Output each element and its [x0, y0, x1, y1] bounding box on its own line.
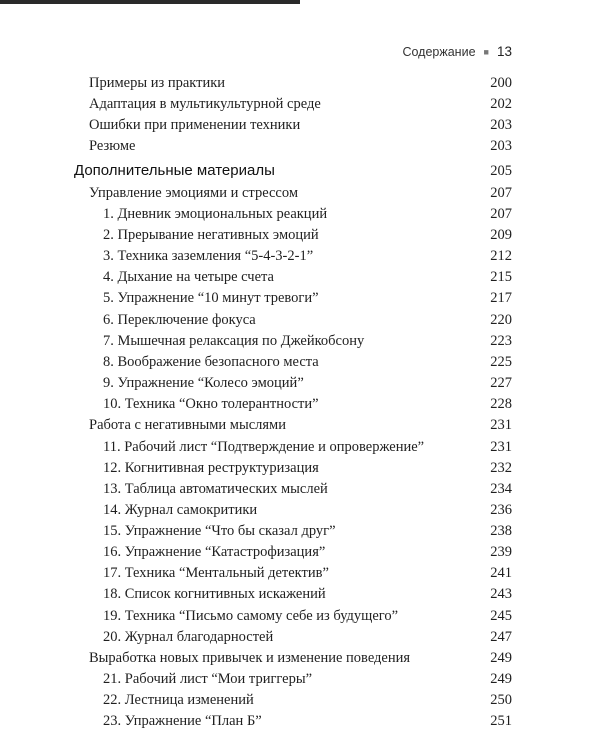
toc-entry-title: 18. Список когнитивных искажений	[103, 586, 326, 602]
toc-entry-title: 17. Техника “Ментальный детектив”	[103, 565, 329, 581]
toc-entry	[0, 668, 600, 690]
toc-entry-page: 245	[490, 608, 512, 624]
toc-entry-title: 12. Когнитивная реструктуризация	[103, 460, 319, 476]
toc-entry-page: 231	[490, 439, 512, 455]
toc-entry	[0, 330, 600, 352]
toc-entry-page: 239	[490, 544, 512, 560]
toc-entry-title: 9. Упражнение “Колесо эмоций”	[103, 375, 304, 391]
toc-entry-title: 10. Техника “Окно толерантности”	[103, 396, 319, 412]
toc-entry-title: 5. Упражнение “10 минут тревоги”	[103, 290, 319, 306]
toc-entry-title: 2. Прерывание негативных эмоций	[103, 227, 319, 243]
toc-entry-page: 251	[490, 713, 512, 729]
toc-entry-page: 202	[490, 96, 512, 112]
toc-entry	[0, 689, 600, 711]
toc-entry	[0, 436, 600, 458]
toc-entry	[0, 93, 600, 115]
toc-entry-page: 249	[490, 671, 512, 687]
toc-entry-page: 205	[490, 163, 512, 179]
toc-entry	[0, 478, 600, 500]
toc-entry	[0, 605, 600, 627]
toc-entry-title: 23. Упражнение “План Б”	[103, 713, 262, 729]
toc-entry-page: 243	[490, 586, 512, 602]
toc-entry	[0, 72, 600, 94]
header-section-title: Содержание	[402, 45, 476, 59]
toc-entry-page: 249	[490, 650, 512, 666]
toc-entry	[0, 457, 600, 479]
toc-entry-title: 6. Переключение фокуса	[103, 312, 256, 328]
toc-entry-page: 207	[490, 206, 512, 222]
toc-entry-title: 4. Дыхание на четыре счета	[103, 269, 274, 285]
toc-entry-page: 209	[490, 227, 512, 243]
toc-entry	[0, 266, 600, 288]
toc-entry-page: 231	[490, 417, 512, 433]
toc-entry-page: 225	[490, 354, 512, 370]
toc-entry-page: 203	[490, 117, 512, 133]
toc-entry-page: 212	[490, 248, 512, 264]
toc-entry-title: 1. Дневник эмоциональных реакций	[103, 206, 328, 222]
toc-entry-title: 3. Техника заземления “5-4-3-2-1”	[103, 248, 314, 264]
toc-entry	[0, 562, 600, 584]
toc-entry	[0, 182, 600, 204]
header-separator-icon: ■	[483, 47, 489, 57]
toc-entry-page: 228	[490, 396, 512, 412]
toc-entry-title: Ошибки при применении техники	[89, 117, 301, 133]
toc-entry-page: 203	[490, 138, 512, 154]
toc-entry-title: 11. Рабочий лист “Подтверждение и опровержение”	[103, 439, 425, 455]
toc-entry-page: 227	[490, 375, 512, 391]
toc-entry	[0, 520, 600, 542]
toc-entry-page: 238	[490, 523, 512, 539]
toc-entry-title: Управление эмоциями и стрессом	[89, 185, 299, 201]
toc-entry-page: 200	[490, 75, 512, 91]
toc-entry	[0, 309, 600, 331]
toc-entry-page: 223	[490, 333, 512, 349]
toc-entry	[0, 647, 600, 669]
toc-entry	[0, 372, 600, 394]
toc-entry	[0, 393, 600, 415]
toc-entry-title: 13. Таблица автоматических мыслей	[103, 481, 328, 497]
toc-entry-page: 215	[490, 269, 512, 285]
toc-entry	[0, 499, 600, 521]
toc-entry	[0, 583, 600, 605]
toc-entry	[0, 160, 600, 182]
toc-entry-title: Дополнительные материалы	[74, 162, 275, 179]
toc-entry	[0, 203, 600, 225]
toc-entry-title: 22. Лестница изменений	[103, 692, 254, 708]
toc-entry	[0, 114, 600, 136]
toc-entry	[0, 224, 600, 246]
toc-entry-title: Резюме	[89, 138, 136, 154]
page-number: 13	[496, 44, 512, 59]
toc-entry-title: 19. Техника “Письмо самому себе из будущего”	[103, 608, 399, 624]
toc-entry-page: 236	[490, 502, 512, 518]
toc-entry-title: 8. Воображение безопасного места	[103, 354, 319, 370]
toc-entry-page: 247	[490, 629, 512, 645]
toc-entry-page: 217	[490, 290, 512, 306]
toc-entry-title: Адаптация в мультикультурной среде	[89, 96, 321, 112]
toc-entry-title: 20. Журнал благодарностей	[103, 629, 274, 645]
toc-entry	[0, 710, 600, 732]
toc-entry-title: Примеры из практики	[89, 75, 226, 91]
toc-entry	[0, 245, 600, 267]
toc-entry	[0, 287, 600, 309]
toc-entry-page: 220	[490, 312, 512, 328]
toc-entry-title: 21. Рабочий лист “Мои триггеры”	[103, 671, 313, 687]
toc-entry-title: 14. Журнал самокритики	[103, 502, 258, 518]
toc-entry-title: 7. Мышечная релаксация по Джейкобсону	[103, 333, 365, 349]
toc-entry-title: Работа с негативными мыслями	[89, 417, 286, 433]
toc-entry-page: 232	[490, 460, 512, 476]
toc-entry-title: Выработка новых привычек и изменение поведения	[89, 650, 411, 666]
toc-entry-title: 16. Упражнение “Катастрофизация”	[103, 544, 326, 560]
toc-entry-title: 15. Упражнение “Что бы сказал друг”	[103, 523, 336, 539]
toc-entry-page: 207	[490, 185, 512, 201]
toc-entry-page: 250	[490, 692, 512, 708]
toc-entry	[0, 135, 600, 157]
toc-entry-page: 241	[490, 565, 512, 581]
toc-entry	[0, 626, 600, 648]
toc-entry	[0, 541, 600, 563]
toc-entry	[0, 351, 600, 373]
toc-entry	[0, 414, 600, 436]
toc-entry-page: 234	[490, 481, 512, 497]
